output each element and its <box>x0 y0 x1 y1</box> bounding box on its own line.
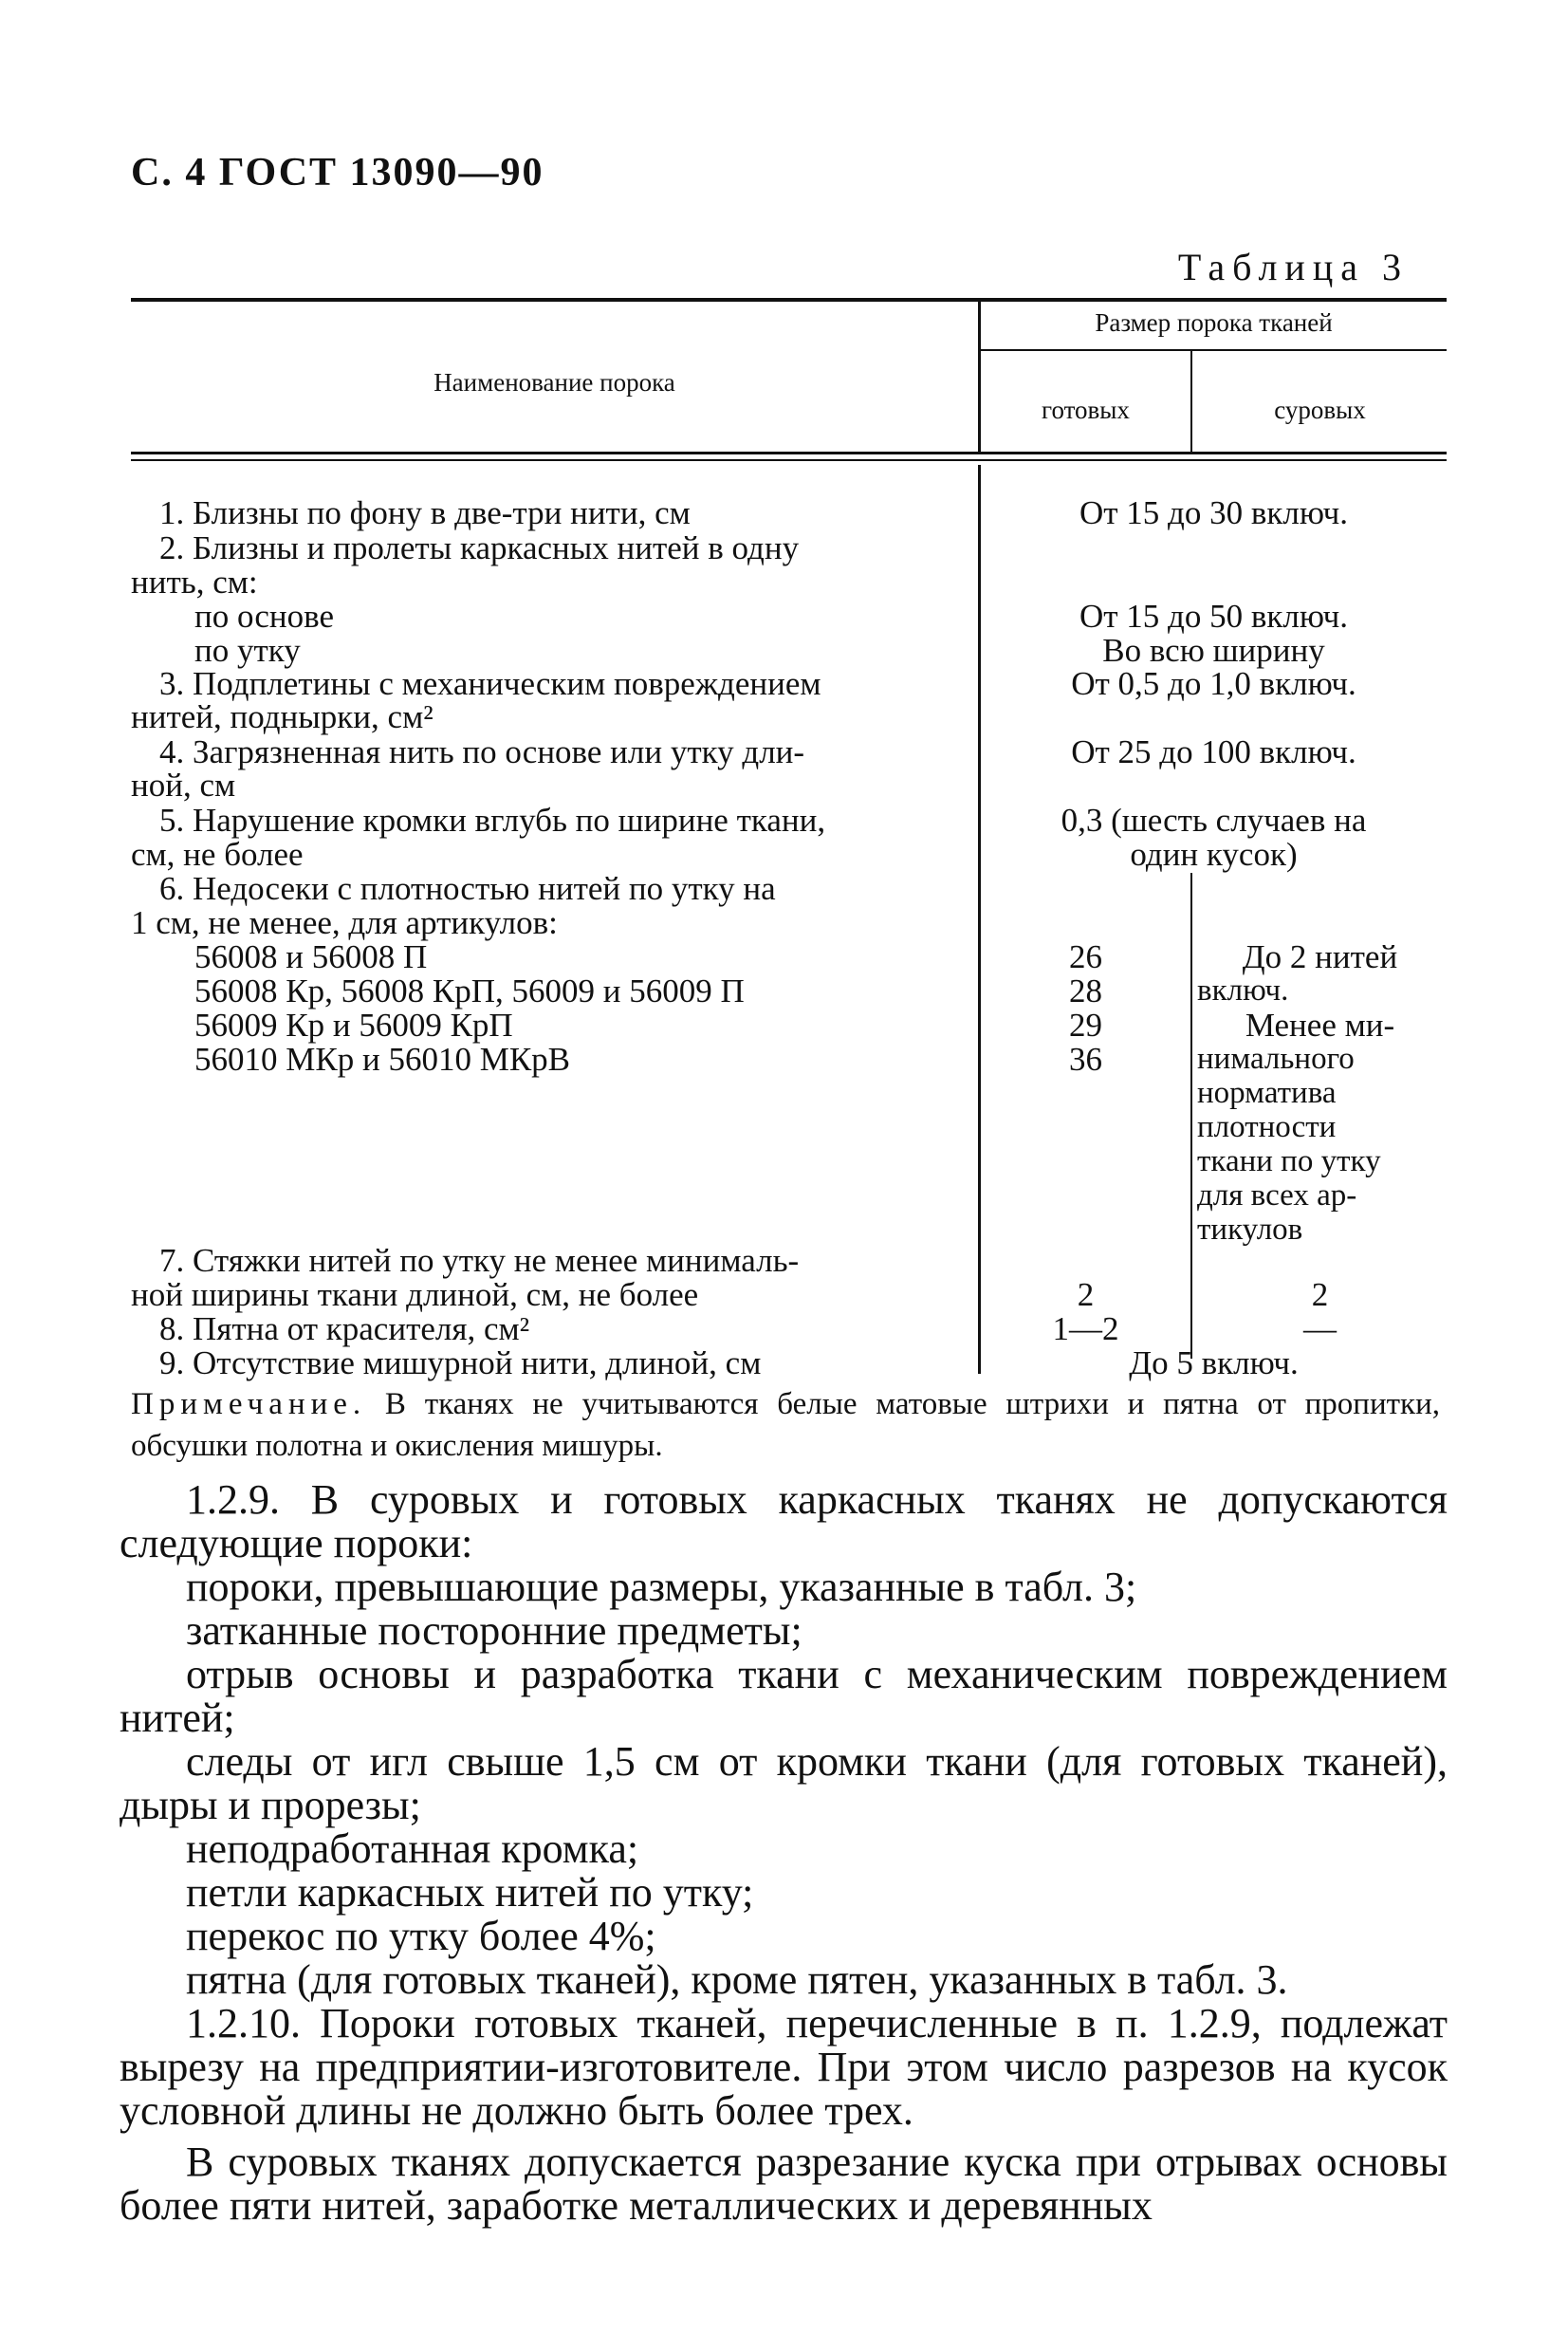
defect-row-2-line-2: нить, см: <box>131 564 258 601</box>
col-header-raw: суровых <box>1274 396 1366 424</box>
raw-row-6-line-9: тикулов <box>1197 1213 1303 1247</box>
raw-row-6-line-3: Менее ми- <box>1245 1007 1395 1044</box>
raw-row-8: — <box>1303 1310 1337 1347</box>
defect-row-6-article-3: 56009 Кр и 56009 КрП <box>194 1007 513 1044</box>
defect-row-5-line-2: см, не более <box>131 836 304 873</box>
raw-row-6-line-1: До 2 нитей <box>1242 938 1398 975</box>
list-item-5: неподработанная кромка; <box>186 1825 639 1872</box>
list-item-8: пятна (для готовых тканей), кроме пятен, указанных в табл. 3. <box>186 1956 1288 2003</box>
raw-row-6-line-7: ткани по утку <box>1197 1144 1381 1178</box>
finished-row-6-1: 26 <box>1069 938 1102 975</box>
defect-row-6-line-2: 1 см, не менее, для артикулов: <box>131 904 558 941</box>
defect-row-6-line-1: 6. Недосеки с плотностью нитей по утку на <box>159 870 776 907</box>
list-item-1: пороки, превышающие размеры, указанные в табл. 3; <box>186 1564 1137 1610</box>
value-row-1: От 15 до 30 включ. <box>1079 494 1349 531</box>
value-row-4: От 25 до 100 включ. <box>1071 733 1356 770</box>
defect-row-3-line-1: 3. Подплетины с механическим повреждением <box>159 665 821 702</box>
value-row-5-line-1: 0,3 (шесть случаев на <box>1061 802 1367 839</box>
raw-row-7: 2 <box>1311 1276 1329 1313</box>
defect-row-1: 1. Близны по фону в две-три нити, см <box>159 494 691 531</box>
list-item-3: отрыв основы и разработка ткани с механическим повреждением нитей; <box>120 1651 1448 1741</box>
list-item-2: затканные посторонние предметы; <box>186 1607 802 1654</box>
defect-row-4-line-2: ной, см <box>131 767 236 804</box>
list-item-4: следы от игл свыше 1,5 см от кромки ткани (для готовых тканей), дыры и прорезы; <box>120 1738 1448 1828</box>
finished-row-6-4: 36 <box>1069 1041 1102 1078</box>
value-row-3: От 0,5 до 1,0 включ. <box>1071 665 1356 702</box>
finished-row-8: 1—2 <box>1052 1310 1119 1347</box>
header-bottom-rule-1 <box>131 452 1447 454</box>
header-bottom-rule-2 <box>131 459 1447 461</box>
col-header-finished: готовых <box>1042 396 1130 424</box>
defect-row-2-line-1: 2. Близны и пролеты каркасных нитей в одну <box>159 529 800 566</box>
defect-row-2-warp: по основе <box>194 598 334 635</box>
list-item-7: перекос по утку более 4%; <box>186 1913 656 1959</box>
raw-row-6-line-4: нимального <box>1197 1042 1355 1076</box>
note-label: Примечание. <box>131 1387 367 1421</box>
finished-row-7: 2 <box>1077 1276 1095 1313</box>
defect-row-8: 8. Пятна от красителя, см² <box>159 1310 530 1347</box>
subheader-rule <box>980 349 1447 351</box>
col-divider-sub-header <box>1190 351 1192 454</box>
defect-row-6-article-4: 56010 МКр и 56010 МКрВ <box>194 1041 571 1078</box>
value-row-5-line-2: один кусок) <box>1130 836 1298 873</box>
raw-row-6-line-6: плотности <box>1197 1110 1337 1144</box>
defect-row-3-line-2: нитей, поднырки, см² <box>131 698 434 735</box>
table-note <box>131 1383 1440 1467</box>
raw-row-6-line-2: включ. <box>1197 973 1289 1008</box>
defect-row-6-article-1: 56008 и 56008 П <box>194 938 428 975</box>
table-caption: Таблица 3 <box>1177 246 1409 288</box>
table-top-rule <box>131 298 1447 302</box>
defect-row-7-line-2: ной ширины ткани длиной, см, не более <box>131 1276 699 1313</box>
defect-row-2-weft: по утку <box>194 632 301 669</box>
value-row-2-weft: Во всю ширину <box>1102 632 1325 669</box>
note-text: В тканях не учитываются белые матовые штрихи и пятна от пропитки, обсушки полотна и окисления мишуры. <box>131 1387 1440 1463</box>
defect-row-7-line-1: 7. Стяжки нитей по утку не менее минималь- <box>159 1242 800 1279</box>
page-header: С. 4 ГОСТ 13090—90 <box>131 151 544 194</box>
defect-row-4-line-1: 4. Загрязненная нить по основе или утку дли- <box>159 733 805 770</box>
defect-row-9: 9. Отсутствие мишурной нити, длиной, см <box>159 1344 762 1381</box>
paragraph-1-2-9: 1.2.9. В суровых и готовых каркасных тканях не допускаются следующие пороки: <box>120 1476 1448 1566</box>
list-item-6: петли каркасных нитей по утку; <box>186 1869 754 1916</box>
col-divider-sub-body <box>1190 873 1192 1359</box>
col-header-name: Наименование порока <box>434 368 675 397</box>
col-header-size: Размер порока тканей <box>1095 308 1333 337</box>
defect-row-6-article-2: 56008 Кр, 56008 КрП, 56009 и 56009 П <box>194 972 745 1009</box>
value-row-9: До 5 включ. <box>1129 1344 1299 1381</box>
finished-row-6-2: 28 <box>1069 972 1102 1009</box>
raw-row-6-line-8: для всех ар- <box>1197 1178 1357 1213</box>
defect-row-5-line-1: 5. Нарушение кромки вглубь по ширине ткани, <box>159 802 826 839</box>
finished-row-6-3: 29 <box>1069 1007 1102 1044</box>
paragraph-raw-fabrics: В суровых тканях допускается разрезание куска при отрывах основы более пяти нитей, заработке металлических и деревянных <box>120 2139 1448 2229</box>
raw-row-6-line-5: норматива <box>1197 1076 1337 1110</box>
body-text <box>120 1478 1448 2228</box>
value-row-2-warp: От 15 до 50 включ. <box>1079 598 1349 635</box>
paragraph-1-2-10: 1.2.10. Пороки готовых тканей, перечисленные в п. 1.2.9, подлежат вырезу на предприятии-изготовителе. При этом число разрезов на кусок условной длины не должно быть более трех. <box>120 2000 1448 2134</box>
